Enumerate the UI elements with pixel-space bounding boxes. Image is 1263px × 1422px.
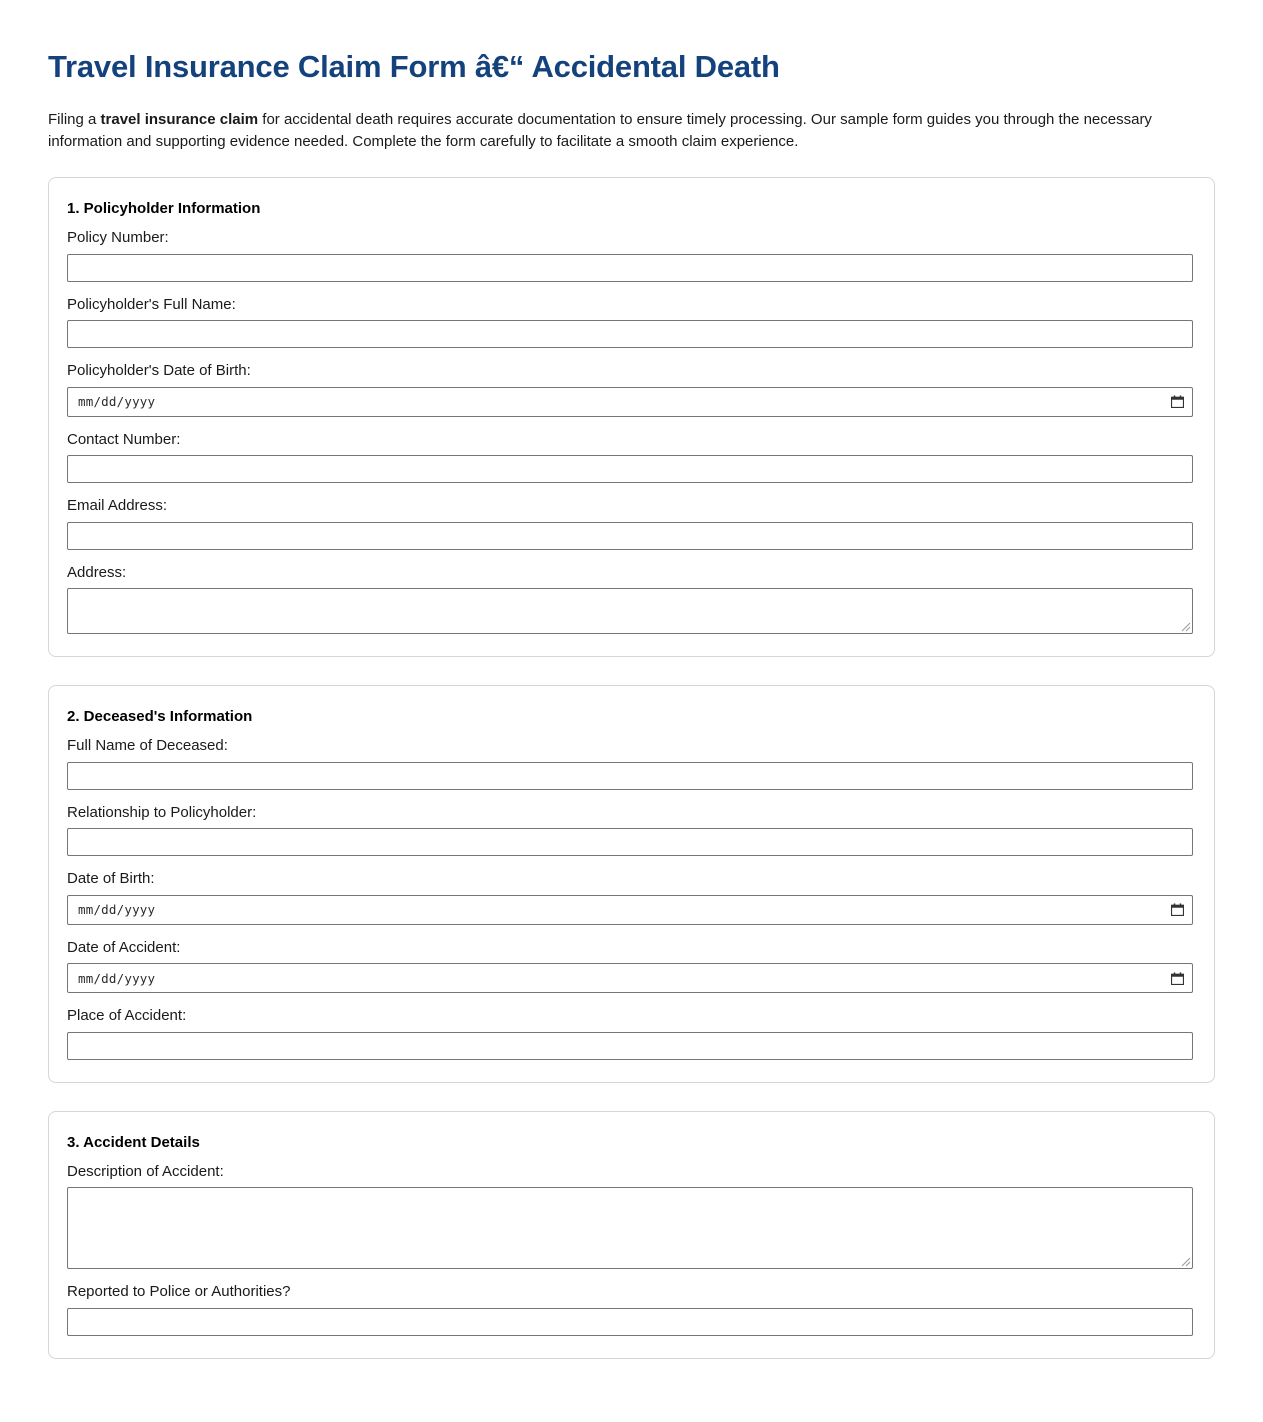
reported-to-police-input[interactable]: [67, 1308, 1193, 1336]
spacer: [67, 284, 1196, 294]
field-label: Date of Accident:: [67, 938, 181, 956]
full-name-of-deceased-input[interactable]: [67, 762, 1193, 790]
spacer: [67, 485, 1196, 495]
spacer: [67, 552, 1196, 562]
field-deceased-date-of-birth: [67, 868, 1196, 925]
field-full-name-of-deceased: [67, 735, 1196, 790]
policyholder-date-of-birth-input[interactable]: [67, 387, 1193, 417]
field-label: Reported to Police or Authorities?: [67, 1283, 291, 1301]
deceased-date-of-birth-input[interactable]: [67, 895, 1193, 925]
calendar-icon[interactable]: [1171, 903, 1184, 916]
email-address-input[interactable]: [67, 522, 1193, 550]
field-label: Policy Number:: [67, 229, 169, 247]
calendar-icon[interactable]: [1171, 395, 1184, 408]
policy-number-input[interactable]: [67, 254, 1193, 282]
field-label: Contact Number:: [67, 430, 181, 448]
date-placeholder: mm/dd/yyyy: [78, 970, 156, 986]
field-label: Date of Birth:: [67, 870, 155, 888]
section-heading: 2. Deceased's Information: [67, 708, 253, 726]
field-date-of-accident: [67, 937, 1196, 994]
intro-bold-term: travel insurance claim: [100, 110, 259, 128]
field-label: Policyholder's Full Name:: [67, 295, 236, 313]
field-policy-number: [67, 227, 1196, 282]
spacer: [67, 350, 1196, 360]
field-label: Policyholder's Date of Birth:: [67, 362, 251, 380]
field-label: Place of Accident:: [67, 1007, 187, 1025]
field-contact-number: [67, 429, 1196, 484]
relationship-to-policyholder-input[interactable]: [67, 828, 1193, 856]
spacer: [67, 858, 1196, 868]
section-card-policyholder-information: [48, 177, 1215, 657]
field-place-of-accident: [67, 1005, 1196, 1060]
calendar-icon[interactable]: [1171, 972, 1184, 985]
policyholder-full-name-input[interactable]: [67, 320, 1193, 348]
date-placeholder: mm/dd/yyyy: [78, 902, 156, 918]
field-policyholder-date-of-birth: [67, 360, 1196, 417]
contact-number-input[interactable]: [67, 455, 1193, 483]
field-reported-to-police: [67, 1281, 1196, 1336]
spacer: [67, 419, 1196, 429]
intro-paragraph: [48, 109, 1158, 153]
section-heading: 1. Policyholder Information: [67, 200, 261, 218]
section-heading: 3. Accident Details: [67, 1133, 200, 1151]
field-label: Address:: [67, 563, 127, 581]
date-of-accident-input[interactable]: [67, 963, 1193, 993]
field-label: Email Address:: [67, 497, 168, 515]
address-textarea-wrap: [67, 588, 1193, 634]
address-textarea[interactable]: [67, 588, 1193, 634]
intro-text-before: Filing a: [48, 110, 101, 128]
intro-text-after: for accidental death requires accurate documentation to ensure timely processing. Our sample form guides you through the necessary information and supporting evidence needed. Complete the form carefully to facilitate a smooth claim experience.: [48, 110, 1152, 150]
field-email-address: [67, 495, 1196, 550]
date-placeholder: mm/dd/yyyy: [78, 394, 156, 410]
spacer: [67, 995, 1196, 1005]
section-card-accident-details: [48, 1111, 1215, 1359]
field-label: Relationship to Policyholder:: [67, 803, 257, 821]
page-title: Travel Insurance Claim Form â€“ Accidental Death: [48, 49, 780, 84]
spacer: [67, 792, 1196, 802]
spacer: [67, 927, 1196, 937]
description-textarea-wrap: [67, 1187, 1193, 1269]
field-relationship-to-policyholder: [67, 802, 1196, 857]
field-label: Description of Accident:: [67, 1162, 224, 1180]
description-of-accident-textarea[interactable]: [67, 1187, 1193, 1269]
field-description-of-accident: [67, 1161, 1196, 1270]
section-card-deceased-information: [48, 685, 1215, 1083]
place-of-accident-input[interactable]: [67, 1032, 1193, 1060]
field-address: [67, 562, 1196, 635]
field-label: Full Name of Deceased:: [67, 737, 228, 755]
field-policyholder-full-name: [67, 294, 1196, 349]
spacer: [67, 1271, 1196, 1281]
